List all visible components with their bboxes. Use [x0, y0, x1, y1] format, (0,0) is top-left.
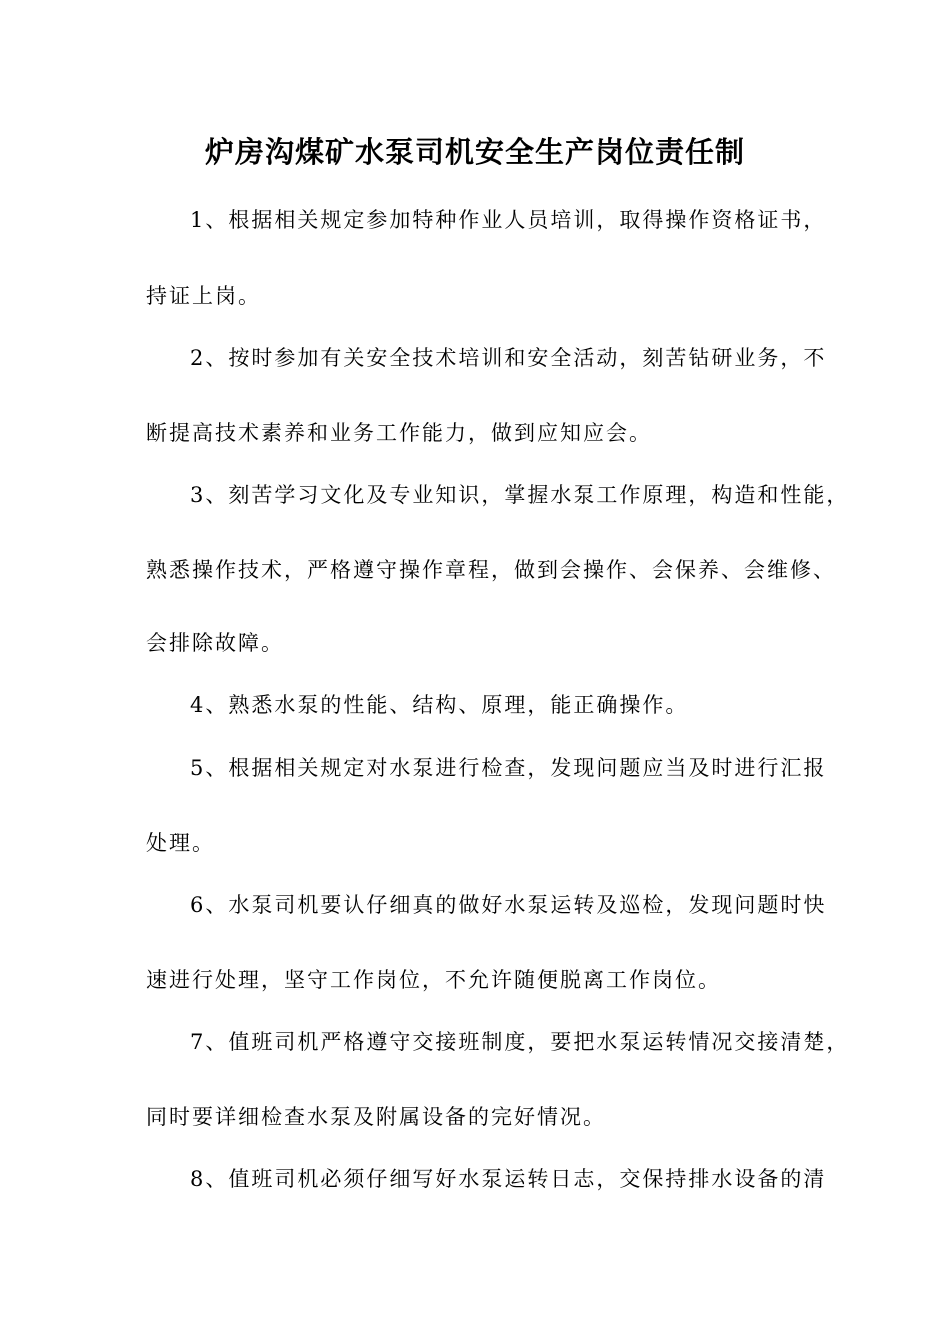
document-title: 炉房沟煤矿水泵司机安全生产岗位责任制 [204, 135, 745, 169]
paragraph-line: 断提高技术素养和业务工作能力，做到应知应会。 [146, 421, 652, 445]
paragraph-line: 8、值班司机必须仔细写好水泵运转日志，交保持排水设备的清 [190, 1167, 827, 1191]
paragraph-line: 4、熟悉水泵的性能、结构、原理，能正确操作。 [190, 693, 689, 717]
paragraph-line: 处理。 [146, 831, 215, 855]
paragraph-line: 速进行处理，坚守工作岗位，不允许随便脱离工作岗位。 [146, 968, 721, 992]
paragraph-line: 5、根据相关规定对水泵进行检查，发现问题应当及时进行汇报 [190, 756, 827, 780]
paragraph-line: 熟悉操作技术，严格遵守操作章程，做到会操作、会保养、会维修、 [146, 558, 836, 582]
paragraph-line: 6、水泵司机要认仔细真的做好水泵运转及巡检，发现问题时快 [190, 893, 827, 917]
paragraph-line: 同时要详细检查水泵及附属设备的完好情况。 [146, 1105, 606, 1129]
paragraph-line: 持证上岗。 [146, 284, 261, 308]
paragraph-line: 1、根据相关规定参加特种作业人员培训，取得操作资格证书， [190, 208, 827, 232]
paragraph-line: 会排除故障。 [146, 631, 284, 655]
paragraph-line: 7、值班司机严格遵守交接班制度，要把水泵运转情况交接清楚， [190, 1030, 850, 1054]
paragraph-line: 2、按时参加有关安全技术培训和安全活动，刻苦钻研业务，不 [190, 346, 827, 370]
paragraph-line: 3、刻苦学习文化及专业知识，掌握水泵工作原理，构造和性能， [190, 483, 850, 507]
